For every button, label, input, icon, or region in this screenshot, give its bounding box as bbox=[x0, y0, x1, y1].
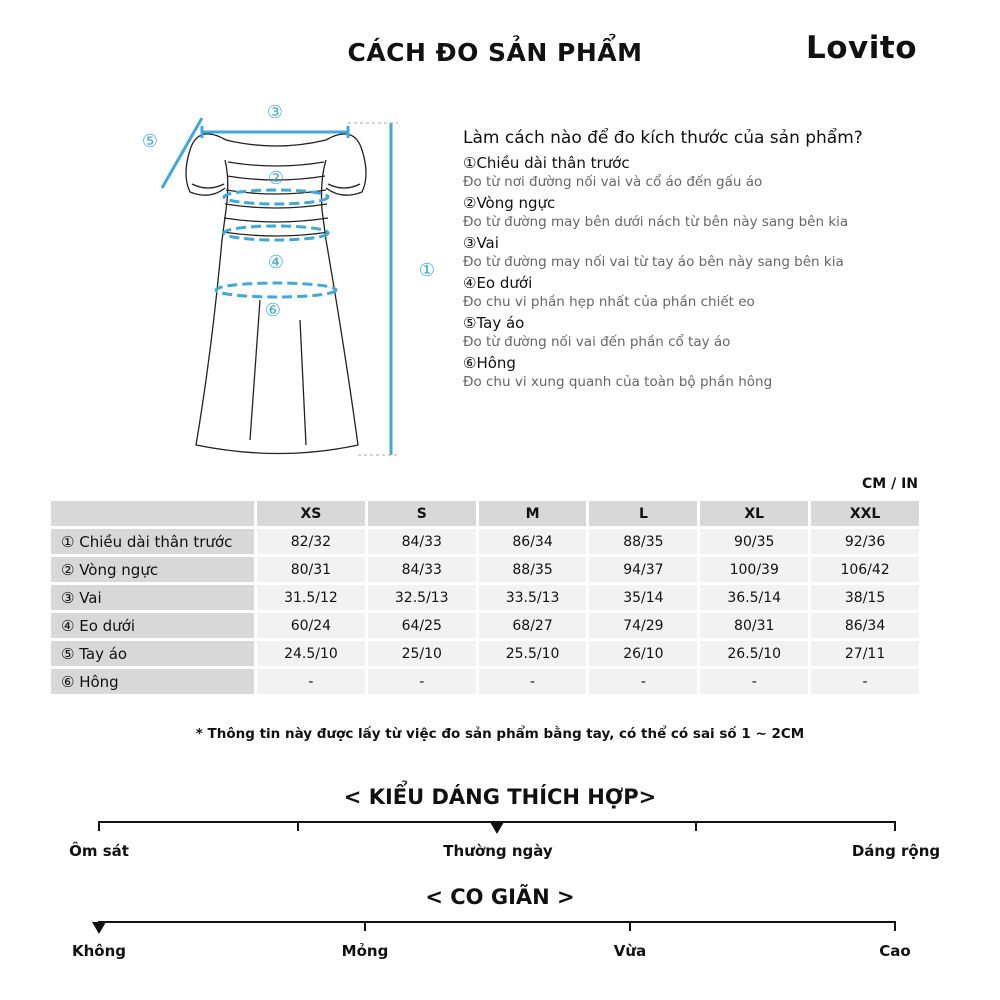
brand-logo: Lovito bbox=[806, 30, 918, 66]
instruction-item bbox=[463, 314, 983, 350]
row-label: ① Chiều dài thân trước bbox=[51, 529, 254, 554]
instruction-name: ②Vòng ngực bbox=[463, 194, 556, 212]
table-cell: 31.5/12 bbox=[257, 585, 365, 610]
row-label: ④ Eo dưới bbox=[51, 613, 254, 638]
stretch-selected-marker bbox=[92, 922, 106, 934]
table-header-row bbox=[51, 501, 919, 526]
fit-label-tight: Ôm sát bbox=[69, 842, 129, 860]
fit-scale-tick bbox=[297, 821, 299, 831]
instructions-heading: Làm cách nào để đo kích thước của sản phẩm? bbox=[463, 128, 863, 148]
table-cell: 82/32 bbox=[257, 529, 365, 554]
instruction-name: ⑥Hông bbox=[463, 354, 516, 372]
fit-label-loose: Dáng rộng bbox=[851, 842, 941, 860]
page-title: CÁCH ĐO SẢN PHẨM bbox=[347, 38, 643, 67]
table-cell: 24.5/10 bbox=[257, 641, 365, 666]
fit-scale-tick bbox=[695, 821, 697, 831]
fit-scale-tick bbox=[98, 821, 100, 831]
marker-4: ④ bbox=[267, 252, 285, 273]
table-row bbox=[51, 669, 919, 694]
stretch-scale-tick bbox=[364, 921, 366, 931]
fit-scale-tick bbox=[496, 821, 498, 831]
instruction-item bbox=[463, 194, 983, 230]
size-header: L bbox=[589, 501, 697, 526]
table-cell: 32.5/13 bbox=[368, 585, 476, 610]
stretch-scale-line bbox=[98, 921, 896, 923]
instruction-name: ⑤Tay áo bbox=[463, 314, 525, 332]
instruction-item bbox=[463, 354, 983, 390]
size-header: XS bbox=[257, 501, 365, 526]
size-header: M bbox=[479, 501, 587, 526]
size-header: XXL bbox=[811, 501, 919, 526]
table-cell: 86/34 bbox=[479, 529, 587, 554]
stretch-scale-title: < CO GIÃN > bbox=[425, 885, 575, 909]
fit-label-regular: Thường ngày bbox=[443, 842, 553, 860]
table-cell: 92/36 bbox=[811, 529, 919, 554]
instruction-item bbox=[463, 274, 983, 310]
instruction-desc: Đo từ nơi đường nối vai và cổ áo đến gấu áo bbox=[463, 174, 763, 190]
stretch-label-medium: Vừa bbox=[613, 942, 647, 960]
fit-selected-marker bbox=[490, 822, 504, 834]
table-row bbox=[51, 613, 919, 638]
marker-6: ⑥ bbox=[264, 300, 282, 321]
table-cell: - bbox=[257, 669, 365, 694]
instruction-item bbox=[463, 234, 983, 270]
instruction-desc: Đo từ đường may bên dưới nách từ bên này sang bên kia bbox=[463, 214, 849, 230]
stretch-scale-tick bbox=[894, 921, 896, 931]
row-label: ② Vòng ngực bbox=[51, 557, 254, 582]
stretch-label-slight: Mỏng bbox=[341, 942, 389, 960]
marker-3: ③ bbox=[266, 102, 284, 123]
table-cell: 84/33 bbox=[368, 529, 476, 554]
table-cell: 33.5/13 bbox=[479, 585, 587, 610]
size-header: XL bbox=[700, 501, 808, 526]
fit-scale-title: < KIỂU DÁNG THÍCH HỢP> bbox=[343, 785, 657, 809]
size-table bbox=[48, 498, 922, 697]
row-label: ③ Vai bbox=[51, 585, 254, 610]
size-header: S bbox=[368, 501, 476, 526]
row-label: ⑥ Hông bbox=[51, 669, 254, 694]
table-row bbox=[51, 557, 919, 582]
instruction-item bbox=[463, 154, 983, 190]
table-cell: 88/35 bbox=[589, 529, 697, 554]
table-cell: - bbox=[589, 669, 697, 694]
table-cell: 80/31 bbox=[257, 557, 365, 582]
stretch-label-high: Cao bbox=[879, 942, 911, 960]
table-cell: - bbox=[811, 669, 919, 694]
table-cell: 64/25 bbox=[368, 613, 476, 638]
fit-scale-tick bbox=[894, 821, 896, 831]
row-label: ⑤ Tay áo bbox=[51, 641, 254, 666]
table-cell: 36.5/14 bbox=[700, 585, 808, 610]
instruction-desc: Đo chu vi xung quanh của toàn bộ phần hông bbox=[463, 374, 773, 390]
table-row bbox=[51, 529, 919, 554]
stretch-label-none: Không bbox=[71, 942, 127, 960]
dress-measurement-diagram bbox=[130, 100, 460, 470]
table-cell: 88/35 bbox=[479, 557, 587, 582]
table-cell: 68/27 bbox=[479, 613, 587, 638]
table-row bbox=[51, 585, 919, 610]
unit-label: CM / IN bbox=[862, 476, 918, 492]
table-cell: 60/24 bbox=[257, 613, 365, 638]
marker-5: ⑤ bbox=[141, 131, 159, 152]
table-cell: 84/33 bbox=[368, 557, 476, 582]
table-cell: 80/31 bbox=[700, 613, 808, 638]
instruction-name: ③Vai bbox=[463, 234, 499, 252]
table-cell: - bbox=[700, 669, 808, 694]
instruction-name: ①Chiều dài thân trước bbox=[463, 154, 630, 172]
measurement-note: * Thông tin này được lấy từ việc đo sản phẩm bằng tay, có thể có sai số 1 ~ 2CM bbox=[195, 726, 805, 742]
table-cell: 94/37 bbox=[589, 557, 697, 582]
stretch-scale-tick bbox=[98, 921, 100, 931]
table-cell: 27/11 bbox=[811, 641, 919, 666]
measure-instructions bbox=[463, 128, 983, 390]
marker-1: ① bbox=[418, 260, 436, 281]
table-cell: - bbox=[368, 669, 476, 694]
table-cell: 106/42 bbox=[811, 557, 919, 582]
table-cell: - bbox=[479, 669, 587, 694]
table-cell: 26/10 bbox=[589, 641, 697, 666]
table-cell: 74/29 bbox=[589, 613, 697, 638]
instruction-name: ④Eo dưới bbox=[463, 274, 533, 292]
table-cell: 25.5/10 bbox=[479, 641, 587, 666]
table-cell: 38/15 bbox=[811, 585, 919, 610]
table-cell: 86/34 bbox=[811, 613, 919, 638]
marker-2: ② bbox=[267, 168, 285, 189]
fit-scale-line bbox=[98, 821, 896, 823]
table-cell: 35/14 bbox=[589, 585, 697, 610]
instruction-desc: Đo từ đường nối vai đến phần cổ tay áo bbox=[463, 334, 731, 350]
table-cell: 25/10 bbox=[368, 641, 476, 666]
table-cell: 100/39 bbox=[700, 557, 808, 582]
instruction-desc: Đo từ đường may nối vai từ tay áo bên này sang bên kia bbox=[463, 254, 844, 270]
instruction-desc: Đo chu vi phần hẹp nhất của phần chiết eo bbox=[463, 294, 755, 310]
table-row bbox=[51, 641, 919, 666]
table-header-corner bbox=[51, 501, 254, 526]
table-cell: 26.5/10 bbox=[700, 641, 808, 666]
stretch-scale-tick bbox=[629, 921, 631, 931]
table-cell: 90/35 bbox=[700, 529, 808, 554]
